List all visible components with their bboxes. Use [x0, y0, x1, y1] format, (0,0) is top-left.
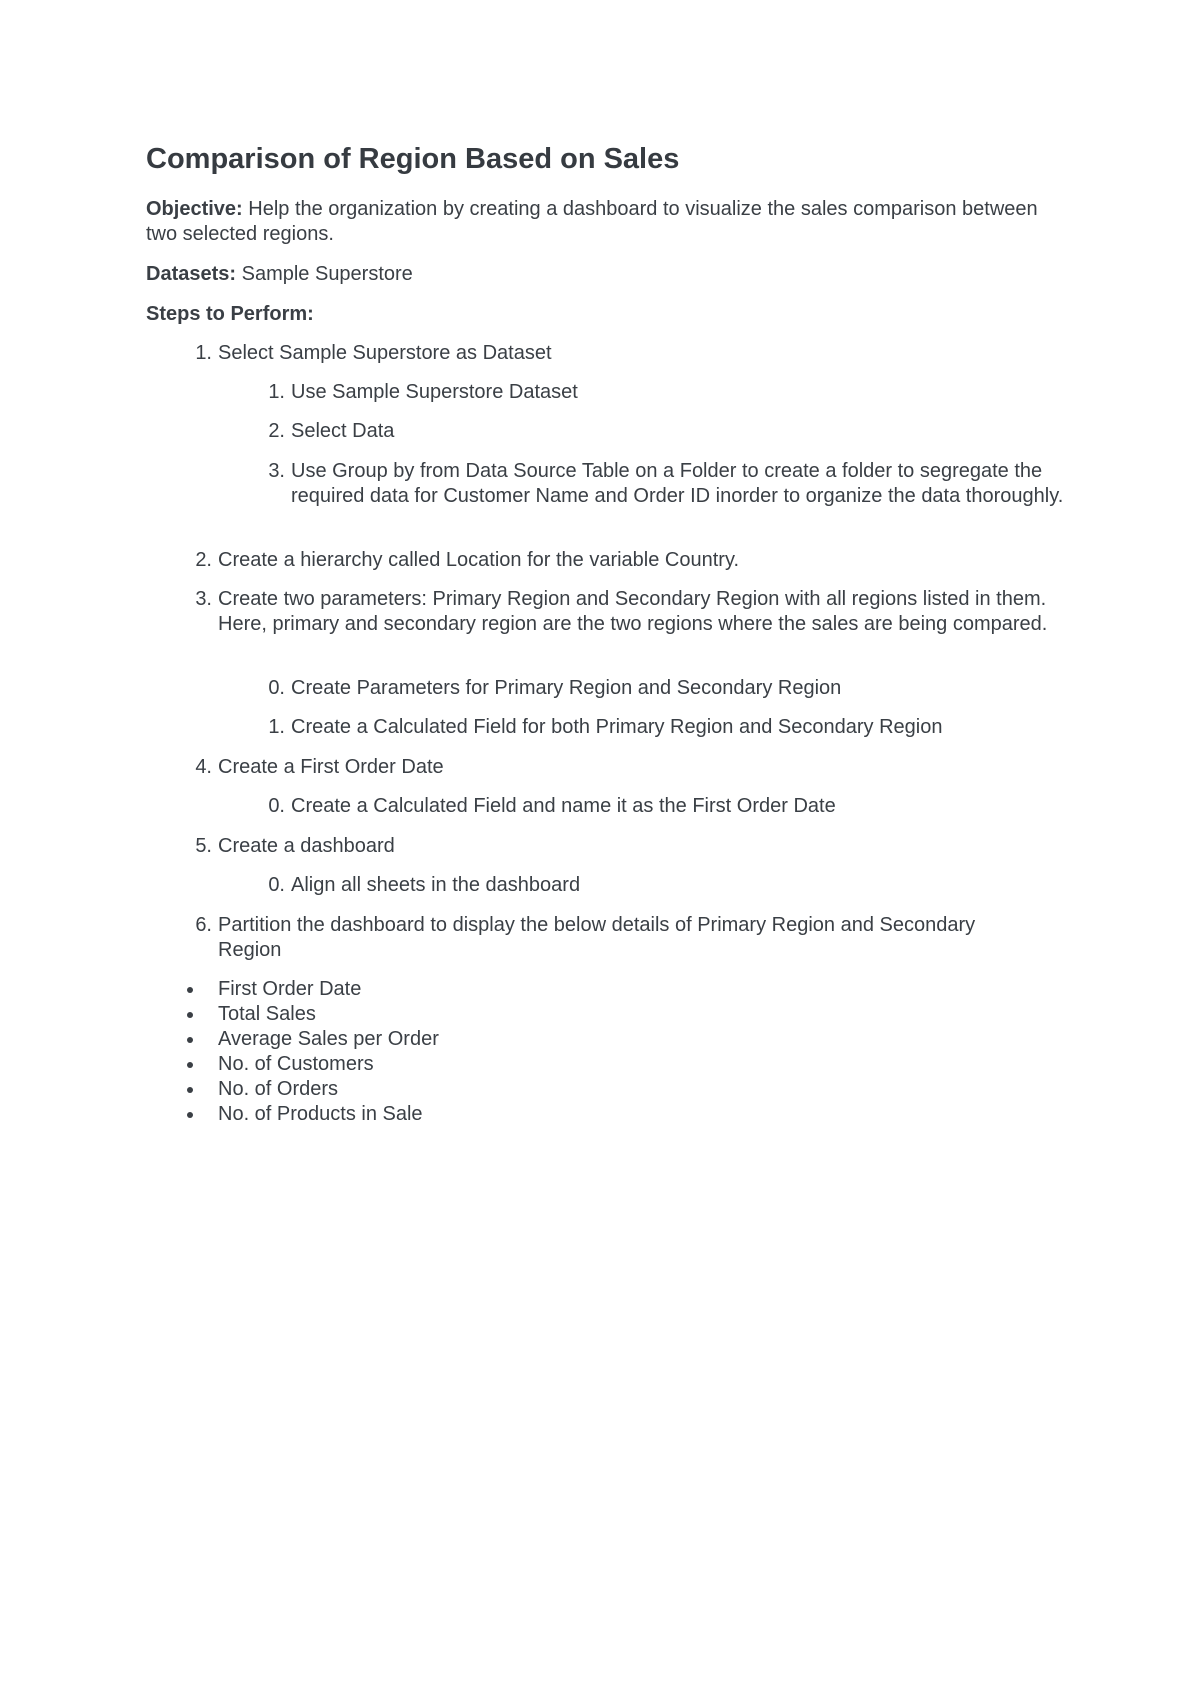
step-item	[195, 913, 1038, 963]
bullet-text: No. of Products in Sale	[218, 1103, 423, 1125]
bullet-text: Average Sales per Order	[218, 1028, 439, 1050]
substep-number: 0.	[268, 795, 285, 817]
substep-number: 0.	[268, 874, 285, 896]
substep-number: 0.	[268, 677, 285, 699]
bullet-item	[218, 1052, 439, 1077]
substep-text: Create Parameters for Primary Region and Secondary Region	[291, 677, 842, 699]
bullet-item	[218, 977, 439, 1002]
step-text: Create a hierarchy called Location for the variable Country.	[218, 549, 740, 571]
datasets-paragraph	[146, 262, 1046, 287]
objective-paragraph	[146, 197, 1046, 247]
substep-number: 1.	[268, 381, 285, 403]
step-item	[195, 587, 1068, 637]
substep-number: 3.	[268, 460, 285, 482]
objective-text: Help the organization by creating a dashboard to visualize the sales comparison between two selected regions.	[146, 198, 1038, 245]
bullet-item	[218, 1077, 439, 1102]
step-text: Create two parameters: Primary Region and Secondary Region with all regions listed in them. Here, primary and secondary region are the two regions where the sales are being compared.	[218, 588, 1048, 635]
bullet-dot-icon	[187, 1037, 193, 1043]
step-number: 1.	[195, 342, 212, 364]
objective-label: Objective:	[146, 198, 243, 220]
step-text: Partition the dashboard to display the below details of Primary Region and Secondary Region	[218, 914, 976, 961]
bullet-dot-icon	[187, 1012, 193, 1018]
bullet-dot-icon	[187, 1062, 193, 1068]
bullet-text: No. of Orders	[218, 1078, 339, 1100]
substep-item	[268, 794, 1051, 819]
bullet-item	[218, 1027, 439, 1052]
substep-item	[268, 715, 1051, 740]
step-text: Create a dashboard	[218, 835, 395, 857]
datasets-label: Datasets:	[146, 263, 237, 285]
step-text: Create a First Order Date	[218, 756, 444, 778]
substep-number: 1.	[268, 716, 285, 738]
bullet-item	[218, 1002, 439, 1027]
substep-text: Use Group by from Data Source Table on a Folder to create a folder to segregate the required data for Customer Name and Order ID inorder to organize the data thoroughly.	[291, 460, 1064, 507]
substep-text: Create a Calculated Field for both Primary Region and Secondary Region	[291, 716, 943, 738]
step-number: 4.	[195, 756, 212, 778]
substep-text: Create a Calculated Field and name it as the First Order Date	[291, 795, 836, 817]
step-item	[195, 834, 1058, 859]
bullet-dot-icon	[187, 1087, 193, 1093]
bullet-text: Total Sales	[218, 1003, 316, 1025]
step-item	[195, 341, 1058, 366]
step-number: 2.	[195, 549, 212, 571]
bullet-text: First Order Date	[218, 978, 362, 1000]
bullet-text: No. of Customers	[218, 1053, 374, 1075]
substep-item	[268, 873, 1051, 898]
step-item	[195, 755, 1058, 780]
steps-heading: Steps to Perform:	[146, 303, 314, 325]
bullet-dot-icon	[187, 1112, 193, 1118]
step-item	[195, 548, 1058, 573]
details-bullet-list	[218, 977, 439, 1127]
step-number: 3.	[195, 588, 212, 610]
page-title: Comparison of Region Based on Sales	[146, 143, 680, 175]
substep-item	[268, 419, 1051, 444]
substep-item	[268, 380, 1051, 405]
substep-item	[268, 459, 1071, 509]
substep-text: Use Sample Superstore Dataset	[291, 381, 578, 403]
step-number: 6.	[195, 914, 212, 936]
bullet-item	[218, 1102, 439, 1127]
datasets-text: Sample Superstore	[236, 263, 413, 285]
substep-number: 2.	[268, 420, 285, 442]
bullet-dot-icon	[187, 987, 193, 993]
substep-item	[268, 676, 1051, 701]
substep-text: Select Data	[291, 420, 395, 442]
substep-text: Align all sheets in the dashboard	[291, 874, 581, 896]
step-number: 5.	[195, 835, 212, 857]
step-text: Select Sample Superstore as Dataset	[218, 342, 552, 364]
